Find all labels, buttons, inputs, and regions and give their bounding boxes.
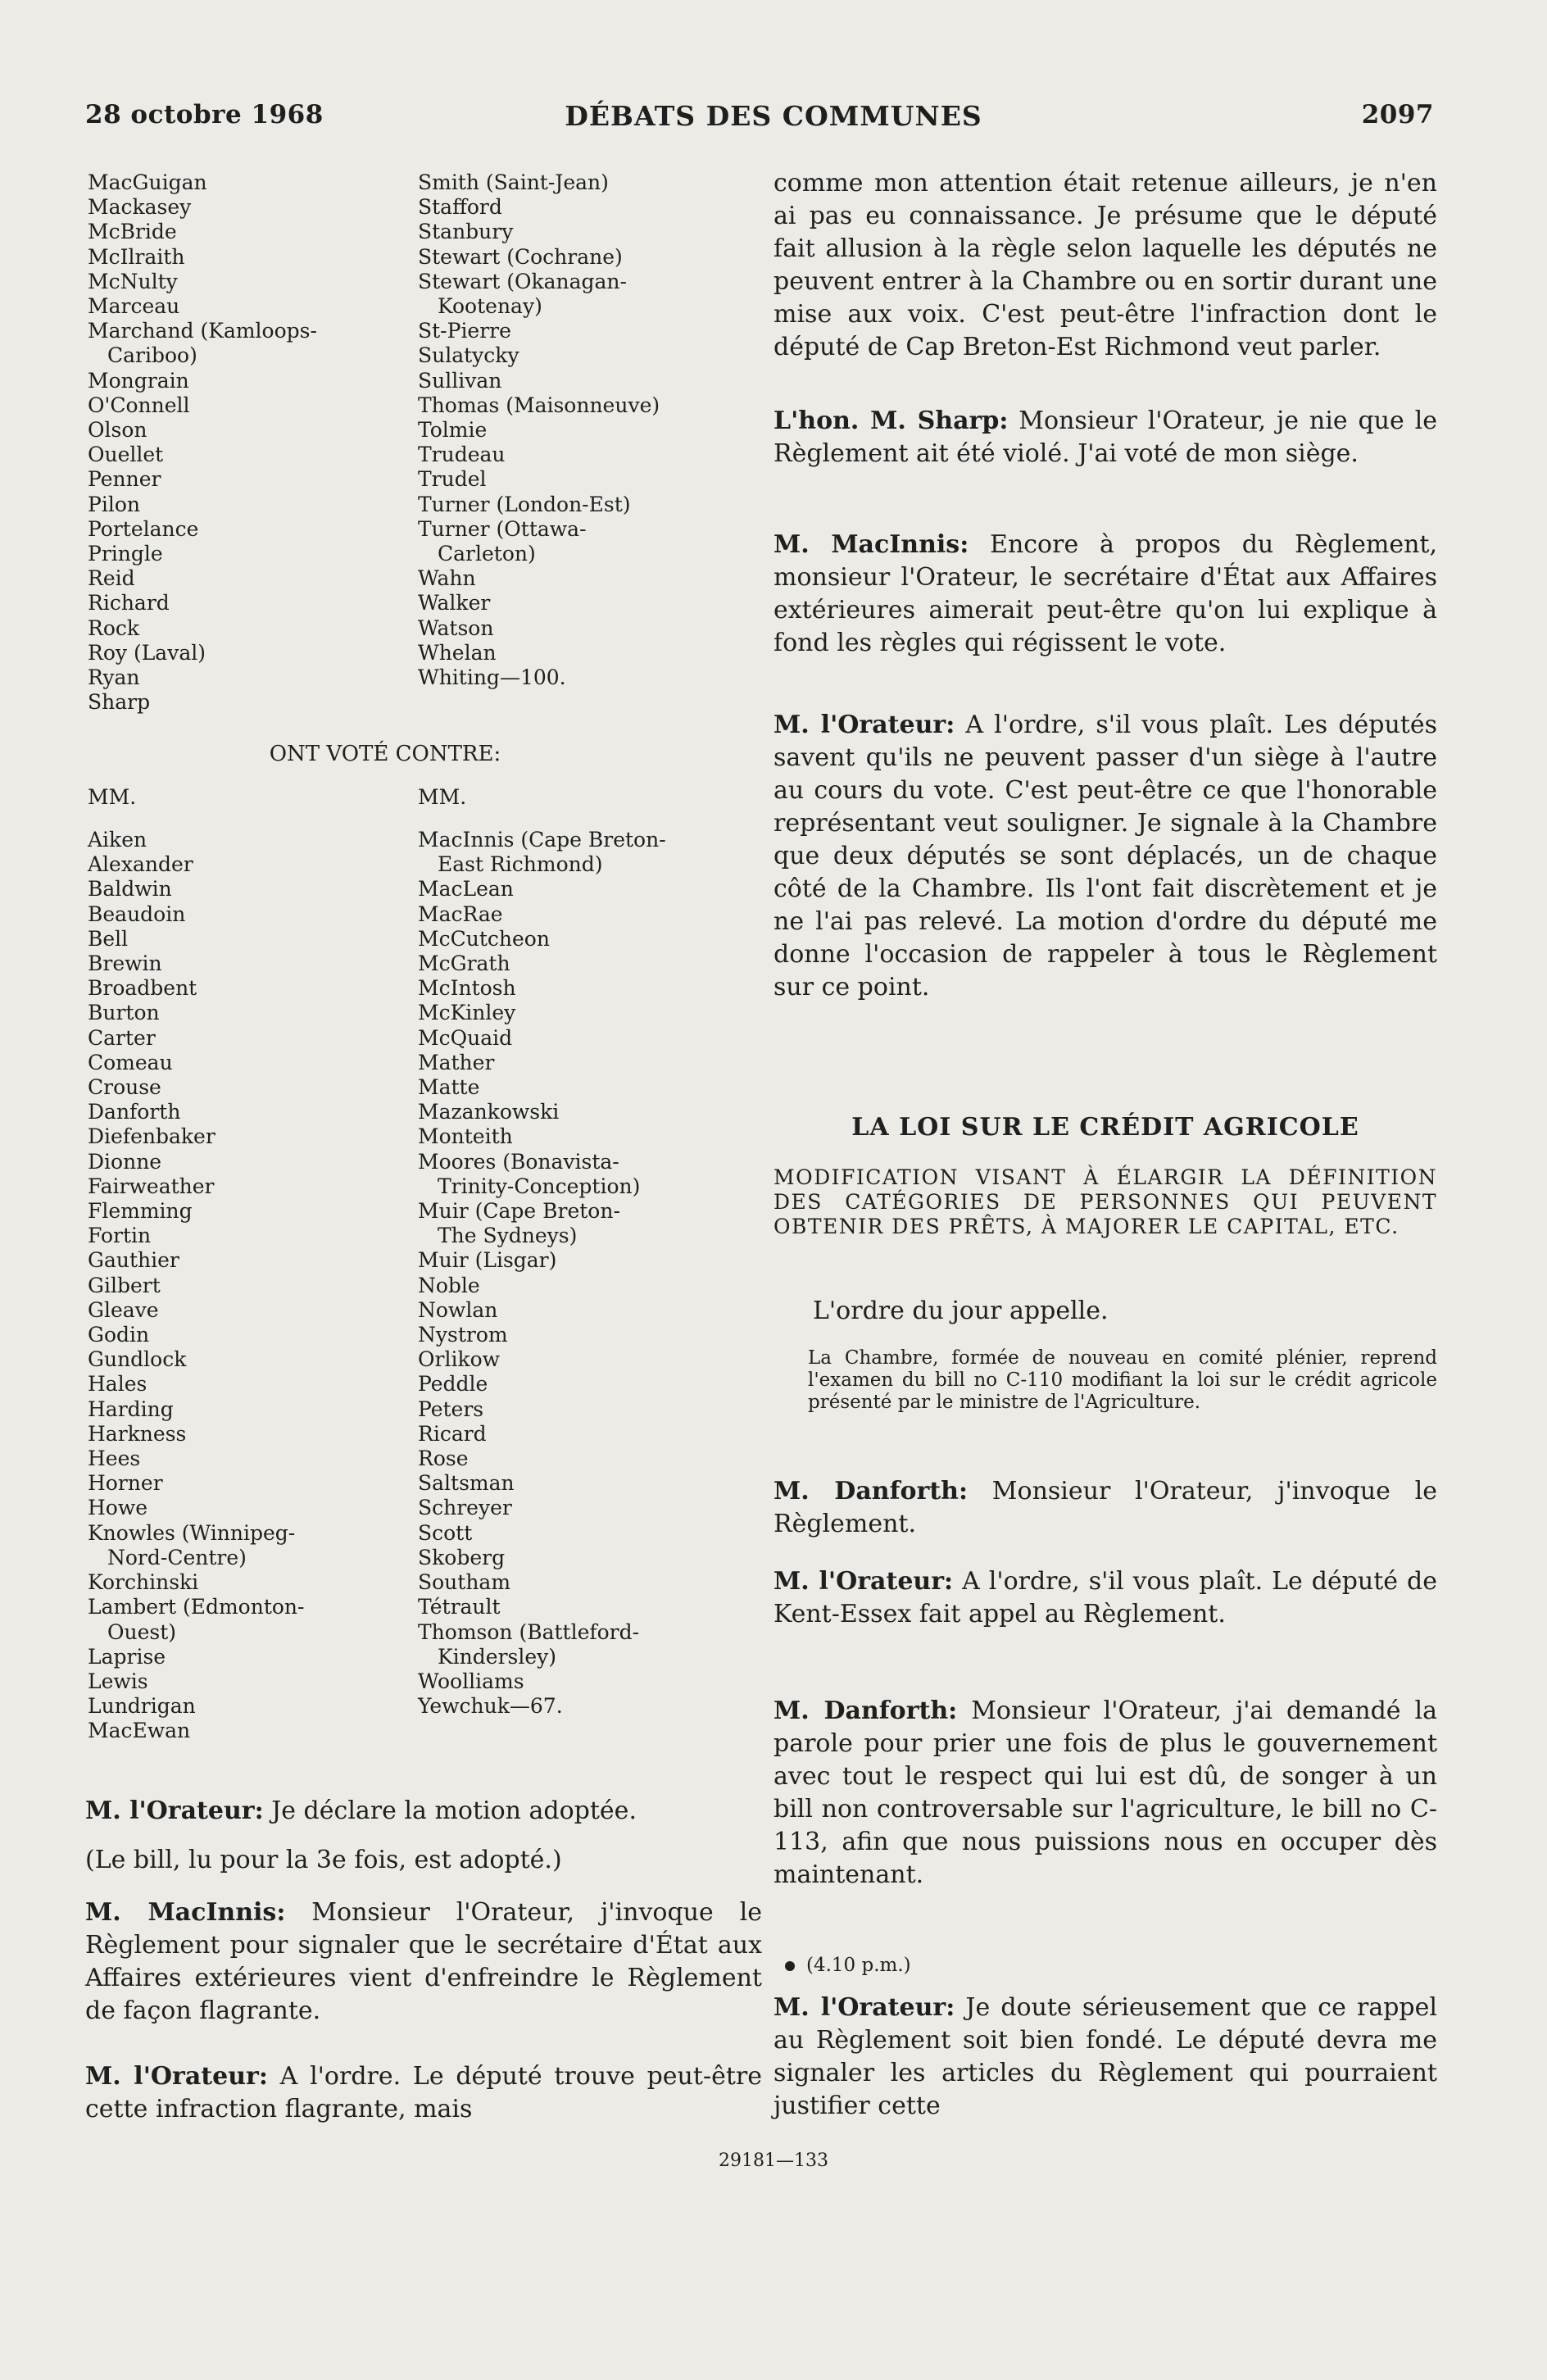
member-name: Carleton) — [438, 542, 536, 566]
member-name: Peddle — [418, 1372, 488, 1397]
bullet-icon — [785, 1961, 795, 1971]
member-name: Whelan — [418, 640, 497, 665]
member-name: Reid — [88, 566, 135, 591]
member-name: Knowles (Winnipeg- — [88, 1520, 296, 1545]
speaker-name: L'hon. M. Sharp: — [774, 407, 1009, 435]
member-name: Rock — [88, 615, 140, 640]
member-name: Yewchuk—67. — [418, 1694, 563, 1719]
yeas-list-col2 — [418, 170, 660, 690]
paragraph-text: Je déclare la motion adoptée. — [263, 1796, 637, 1825]
member-name: Kindersley) — [438, 1644, 557, 1669]
member-name: Gauthier — [88, 1248, 179, 1273]
member-name: Trinity-Conception) — [438, 1174, 641, 1198]
paragraph-text: Monsieur l'Orateur, j'ai demandé la parole pour prier une fois de plus le gouvernement avec tout le respect qui lui est dû, de songer à un bill non controversable sur l'agriculture, le bill no C-113, afin que nous puissions nous en occuper dès maintenant. — [774, 1696, 1437, 1889]
paragraph-text: A l'ordre. Le député trouve peut-être cette infraction flagrante, mais — [85, 2062, 762, 2123]
member-name: Mongrain — [88, 368, 189, 393]
member-name: Stafford — [418, 195, 502, 220]
member-name: Moores (Bonavista- — [418, 1149, 619, 1174]
member-name: McKinley — [418, 1001, 516, 1025]
member-name: Comeau — [88, 1050, 173, 1074]
speaker-paragraph — [85, 2060, 762, 2126]
speaker-paragraph — [774, 1565, 1437, 1631]
speaker-paragraph — [85, 1795, 762, 1828]
member-name: Smith (Saint-Jean) — [418, 170, 609, 194]
page-footer: 29181—133 — [719, 2151, 828, 2171]
member-name: Ryan — [88, 665, 140, 690]
speaker-name: M. l'Orateur: — [774, 1993, 955, 2022]
member-name: Mackasey — [88, 195, 192, 220]
member-name: McQuaid — [418, 1025, 513, 1050]
member-name: MacInnis (Cape Breton- — [418, 828, 666, 852]
member-name: Horner — [88, 1471, 163, 1496]
member-name: Marchand (Kamloops- — [88, 319, 317, 343]
member-name: Hees — [88, 1447, 141, 1471]
member-name: Brewin — [88, 952, 162, 976]
member-name: Gleave — [88, 1297, 159, 1322]
member-name: Stanbury — [418, 220, 514, 244]
member-name: Peters — [418, 1397, 484, 1421]
speaker-name: M. MacInnis: — [774, 530, 969, 559]
member-name: Mazankowski — [418, 1100, 560, 1124]
member-name: Ricard — [418, 1421, 487, 1446]
member-name: Sharp — [88, 690, 151, 715]
member-name: Trudel — [418, 467, 487, 492]
nays-list-col1 — [88, 828, 304, 1744]
paragraph-text: Monsieur l'Orateur, j'invoque le Règlement. — [774, 1477, 1438, 1538]
member-name: Muir (Lisgar) — [418, 1248, 557, 1273]
member-name: Muir (Cape Breton- — [418, 1199, 620, 1224]
member-name: Gilbert — [88, 1273, 161, 1297]
member-name: Hales — [88, 1372, 147, 1397]
member-name: Baldwin — [88, 877, 172, 902]
member-name: Burton — [88, 1001, 160, 1025]
speaker-name: M. Danforth: — [774, 1477, 969, 1506]
member-name: MacGuigan — [88, 170, 207, 194]
member-name: Nystrom — [418, 1323, 508, 1347]
member-name: Diefenbaker — [88, 1124, 215, 1149]
member-name: Skoberg — [418, 1545, 506, 1569]
member-name: Sulatycky — [418, 343, 519, 368]
paragraph-text: Je doute sérieusement que ce rappel au Règlement soit bien fondé. Le député devra me signaler les articles du Règlement qui pourraient justifier cette — [774, 1993, 1437, 2120]
speaker-name: M. MacInnis: — [85, 1898, 286, 1927]
member-name: Aiken — [88, 828, 147, 852]
speaker-name: M. l'Orateur: — [774, 711, 955, 739]
member-name: Ouellet — [88, 443, 164, 467]
paragraph-text: Encore à propos du Règlement, monsieur l'Orateur, le secrétaire d'État aux Affaires extérieures aimerait peut-être qu'on lui explique à fond les règles qui régissent le vote. — [774, 530, 1437, 657]
member-name: Marceau — [88, 294, 180, 319]
paragraph-text: A l'ordre, s'il vous plaît. Les députés savent qu'ils ne peuvent passer d'un siège à l'autre au cours du vote. C'est peut-être ce que l'honorable représentant veut souligner. Je signale à la Chambre que deux députés se sont déplacés, un de chaque côté de la Chambre. Ils l'ont fait discrètement et je ne l'ai pas relevé. La motion d'ordre du député me donne l'occasion de rappeler à tous le Règlement sur ce point. — [774, 711, 1438, 1002]
section-title: LA LOI SUR LE CRÉDIT AGRICOLE — [851, 1113, 1359, 1142]
member-name: Matte — [418, 1075, 480, 1100]
member-name: Broadbent — [88, 976, 197, 1001]
committee-paragraph: La Chambre, formée de nouveau en comité plénier, reprend l'examen du bill no C-110 modifiant la loi sur le crédit agricole présenté par le ministre de l'Agriculture. — [808, 1347, 1437, 1413]
page-number: 2097 — [1361, 100, 1434, 129]
member-name: Portelance — [88, 516, 199, 541]
member-name: Howe — [88, 1496, 148, 1520]
member-name: Fairweather — [88, 1174, 215, 1198]
member-name: Carter — [88, 1025, 156, 1050]
member-name: Lundrigan — [88, 1694, 196, 1719]
nays-list-col2 — [418, 828, 666, 1719]
member-name: Stewart (Okanagan- — [418, 269, 627, 293]
member-name: Danforth — [88, 1100, 181, 1124]
member-name: Gundlock — [88, 1347, 187, 1372]
speaker-paragraph — [774, 709, 1437, 1004]
member-name: Stewart (Cochrane) — [418, 244, 623, 269]
member-name: Bell — [88, 926, 129, 951]
member-name: Nowlan — [418, 1297, 498, 1322]
paragraph-text: Monsieur l'Orateur, j'invoque le Règlement pour signaler que le secrétaire d'État aux Affaires extérieures vient d'enfreindre le Règlement de façon flagrante. — [85, 1898, 762, 2025]
page-date: 28 octobre 1968 — [85, 100, 324, 129]
member-name: Dionne — [88, 1149, 162, 1174]
member-name: Pilon — [88, 492, 140, 516]
member-name: Olson — [88, 418, 147, 443]
paragraph-text: Monsieur l'Orateur, je nie que le Règlement ait été violé. J'ai voté de mon siège. — [774, 407, 1437, 468]
member-name: East Richmond) — [438, 852, 603, 877]
member-name: Lewis — [88, 1669, 148, 1693]
member-name: McGrath — [418, 952, 510, 976]
member-name: Turner (Ottawa- — [418, 516, 587, 541]
continuation-paragraph: comme mon attention était retenue ailleurs, je n'en ai pas eu connaissance. Je présume que le député fait allusion à la règle selon laquelle les députés ne peuvent entrer à la Chambre ou en sortir durant une mise aux voix. C'est peut-être l'infraction dont le député de Cap Breton-Est Richmond veut parler. — [774, 169, 1437, 361]
member-name: Godin — [88, 1323, 150, 1347]
order-paragraph: L'ordre du jour appelle. — [813, 1297, 1109, 1325]
member-name: Cariboo) — [107, 343, 197, 368]
member-name: Walker — [418, 591, 491, 615]
member-name: Korchinski — [88, 1570, 199, 1595]
member-name: Tétrault — [418, 1595, 501, 1619]
member-name: MacRae — [418, 902, 503, 926]
member-name: Noble — [418, 1273, 480, 1297]
speaker-paragraph — [85, 1896, 762, 2028]
member-name: Turner (London-Est) — [418, 492, 631, 516]
speaker-paragraph — [774, 1475, 1437, 1541]
paragraph-text: A l'ordre, s'il vous plaît. Le député de Kent-Essex fait appel au Règlement. — [774, 1567, 1437, 1628]
time-note — [785, 1955, 911, 1976]
speaker-paragraph — [774, 1992, 1437, 2123]
member-name: Beaudoin — [88, 902, 186, 926]
member-name: Schreyer — [418, 1496, 512, 1520]
member-name: Roy (Laval) — [88, 640, 206, 665]
member-name: Lambert (Edmonton- — [88, 1595, 305, 1619]
speaker-paragraph — [774, 405, 1437, 470]
member-name: Laprise — [88, 1644, 166, 1669]
member-name: McIntosh — [418, 976, 516, 1001]
member-name: Thomson (Battleford- — [418, 1619, 640, 1644]
time-text: (4.10 p.m.) — [806, 1955, 911, 1976]
speaker-name: M. l'Orateur: — [85, 2062, 268, 2091]
member-name: Orlikow — [418, 1347, 501, 1372]
member-name: McBride — [88, 220, 177, 244]
member-name: The Sydneys) — [438, 1224, 578, 1248]
member-name: Fortin — [88, 1224, 152, 1248]
yeas-list-col1 — [88, 170, 317, 715]
member-name: O'Connell — [88, 393, 190, 417]
member-name: Sullivan — [418, 368, 502, 393]
member-name: Richard — [88, 591, 170, 615]
member-name: Saltsman — [418, 1471, 515, 1496]
speaker-paragraph — [774, 1695, 1437, 1892]
member-name: Kootenay) — [438, 294, 542, 319]
member-name: Harding — [88, 1397, 174, 1421]
member-name: Tolmie — [418, 418, 488, 443]
member-name: Flemming — [88, 1199, 193, 1224]
member-name: Ouest) — [107, 1619, 177, 1644]
member-name: Southam — [418, 1570, 511, 1595]
member-name: McCutcheon — [418, 926, 550, 951]
speaker-name: M. l'Orateur: — [774, 1567, 954, 1596]
member-name: MacLean — [418, 877, 514, 902]
mm-label: MM. — [418, 785, 467, 809]
member-name: Monteith — [418, 1124, 513, 1149]
member-name: Wahn — [418, 566, 476, 591]
member-name: Trudeau — [418, 443, 506, 467]
member-name: McIlraith — [88, 244, 185, 269]
note-paragraph: (Le bill, lu pour la 3e fois, est adopté.) — [85, 1846, 562, 1874]
section-subtitle: MODIFICATION VISANT À ÉLARGIR LA DÉFINITION DES CATÉGORIES DE PERSONNES QUI PEUVENT OBTENIR DES PRÊTS, À MAJORER LE CAPITAL, ETC. — [774, 1165, 1437, 1238]
member-name: McNulty — [88, 269, 178, 293]
member-name: Watson — [418, 615, 494, 640]
speaker-paragraph — [774, 529, 1437, 660]
member-name: Harkness — [88, 1421, 187, 1446]
member-name: Nord-Centre) — [107, 1545, 247, 1569]
page-title: DÉBATS DES COMMUNES — [565, 100, 982, 132]
member-name: Penner — [88, 467, 161, 492]
member-name: Whiting—100. — [418, 665, 566, 690]
member-name: Alexander — [88, 852, 193, 877]
speaker-name: M. l'Orateur: — [85, 1796, 264, 1825]
member-name: MacEwan — [88, 1719, 191, 1743]
nays-heading: ONT VOTÉ CONTRE: — [269, 742, 501, 766]
member-name: Mather — [418, 1050, 495, 1074]
member-name: Thomas (Maisonneuve) — [418, 393, 660, 417]
member-name: Crouse — [88, 1075, 161, 1100]
speaker-name: M. Danforth: — [774, 1696, 958, 1725]
member-name: St-Pierre — [418, 319, 511, 343]
member-name: Pringle — [88, 542, 163, 566]
member-name: Woolliams — [418, 1669, 524, 1693]
mm-label: MM. — [88, 785, 137, 809]
member-name: Rose — [418, 1447, 469, 1471]
member-name: Scott — [418, 1520, 473, 1545]
